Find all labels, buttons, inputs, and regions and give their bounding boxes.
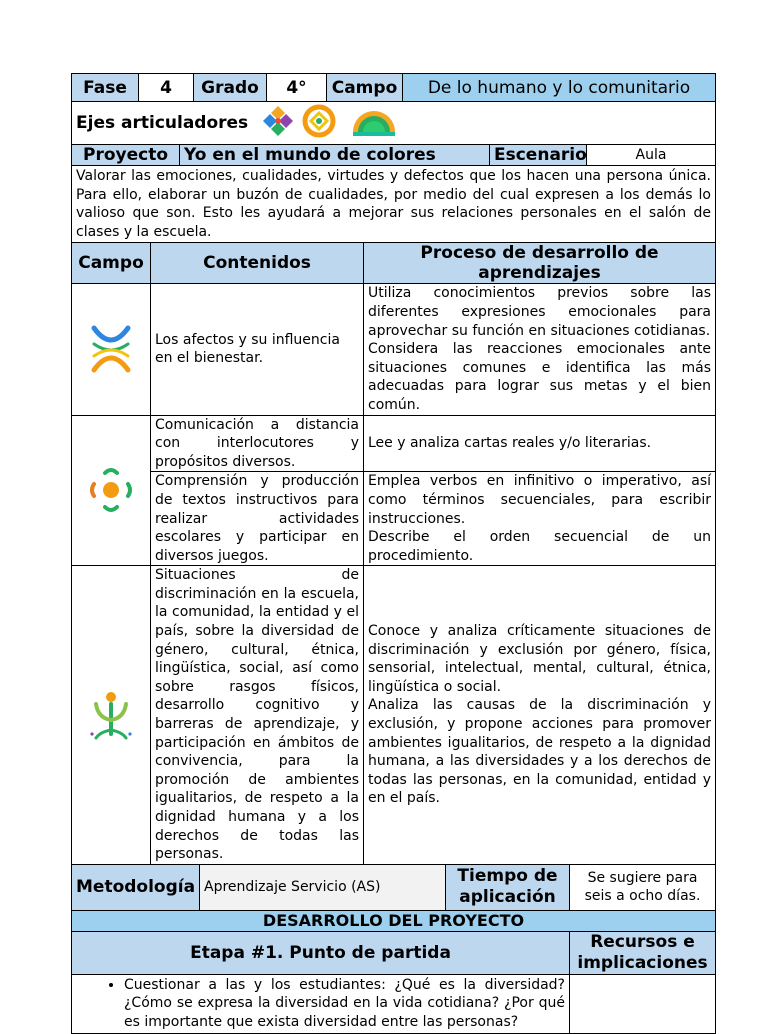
ejes-label: Ejes articuladores <box>76 113 249 133</box>
metodologia-value: Aprendizaje Servicio (AS) <box>200 864 446 910</box>
contenido-cell: Comunicación a distancia con interlocutores y propósitos diversos. <box>151 415 364 472</box>
campo-value: De lo humano y lo comunitario <box>403 74 716 102</box>
pda-cell: Lee y analiza cartas reales y/o literarias. <box>364 415 716 472</box>
contenido-cell: Situaciones de discriminación en la escuela, la comunidad, la entidad y el país, sobre la diversidad de género, cultural, étnica, lingüística, social, así como sobre rasgos físicos, desarrollo cognitivo y barreras de aprendizaje, y participación en ámbitos de convivencia, para la promoción de ambientes igualitarios, de respeto a la dignidad humana y a los derechos de todas las personas. <box>151 566 364 865</box>
table-row <box>72 472 716 566</box>
project-description: Valorar las emociones, cualidades, virtudes y defectos que los hacen una persona única. Para ello, elaborar un buzón de cualidades, por medio del cual expresen a los demás lo valioso que son. Esto les ayudará a mejorar sus relaciones personales en el salón de clases y la escuela. <box>72 166 716 243</box>
methodology-table <box>71 864 716 911</box>
fase-value: 4 <box>139 74 194 102</box>
table-row <box>72 415 716 472</box>
etapa-list <box>76 976 565 1032</box>
contenido-cell: Los afectos y su influencia en el bienestar. <box>151 284 364 415</box>
pda-cell: Conoce y analiza críticamente situaciones de discriminación y exclusión por género, física, sensorial, intelectual, mental, cultural, étnica, lingüística o social. Analiza las causas de la discriminación y exclusión, y propone acciones para promover ambientes igualitarios, de respeto a la dignidad humana, a las diversidades y a los derechos de todas las personas, en la comunidad, entidad y en el país. <box>364 566 716 865</box>
table-row <box>72 284 716 415</box>
tiempo-label: Tiempo de aplicación <box>446 864 570 910</box>
pda-cell: Emplea verbos en infinitivo o imperativo, así como términos secuenciales, para escribir instrucciones. Describe el orden secuencial de un procedimiento. <box>364 472 716 566</box>
grado-label: Grado <box>194 74 267 102</box>
escenario-label: Escenario <box>490 145 587 166</box>
col-header-pda: Proceso de desarrollo de aprendizajes <box>364 243 716 284</box>
proyecto-label: Proyecto <box>72 145 180 166</box>
proyecto-value: Yo en el mundo de colores <box>180 145 490 166</box>
contenido-cell: Comprensión y producción de textos instructivos para realizar actividades escolares y participar en diversos juegos. <box>151 472 364 566</box>
tiempo-value: Se sugiere para seis a ocho días. <box>570 864 716 910</box>
recursos-cell <box>570 974 716 1033</box>
col-header-campo: Campo <box>72 243 151 284</box>
header-table <box>71 73 716 145</box>
planning-document <box>71 73 715 1034</box>
list-item: • Cuestionar a las y los estudiantes: ¿Qué es la diversidad? ¿Cómo se expresa la diversidad en la vida cotidiana? ¿Por qué es importante que exista diversidad entre las personas? <box>124 976 565 1032</box>
table-row <box>72 566 716 865</box>
recursos-label: Recursos e implicaciones <box>570 931 716 974</box>
escenario-value: Aula <box>587 145 716 166</box>
pensamiento-critico-icon <box>302 104 336 142</box>
inclusion-icon <box>261 104 295 142</box>
pda-cell: Utiliza conocimientos previos sobre las diferentes expresiones emocionales para aprovechar su función en situaciones cotidianas. Considera las reacciones emocionales ante situaciones comunes e identifica las más adecuadas para lograr sus metas y el bien común. <box>364 284 716 415</box>
ejes-row <box>72 102 716 145</box>
col-header-contenidos: Contenidos <box>151 243 364 284</box>
project-table <box>71 144 716 243</box>
development-table <box>71 910 716 1034</box>
etapa-title: Etapa #1. Punto de partida <box>72 931 570 974</box>
metodologia-label: Metodología <box>72 864 200 910</box>
etapa-content <box>72 974 570 1033</box>
fase-label: Fase <box>72 74 139 102</box>
content-table <box>71 242 716 864</box>
humano-comunitario-icon <box>72 284 151 415</box>
vida-saludable-icon <box>349 104 399 142</box>
lenguajes-icon <box>72 415 151 566</box>
campo-label: Campo <box>327 74 403 102</box>
etica-naturaleza-icon <box>72 566 151 865</box>
desarrollo-title: DESARROLLO DEL PROYECTO <box>72 910 716 931</box>
grado-value: 4° <box>267 74 327 102</box>
